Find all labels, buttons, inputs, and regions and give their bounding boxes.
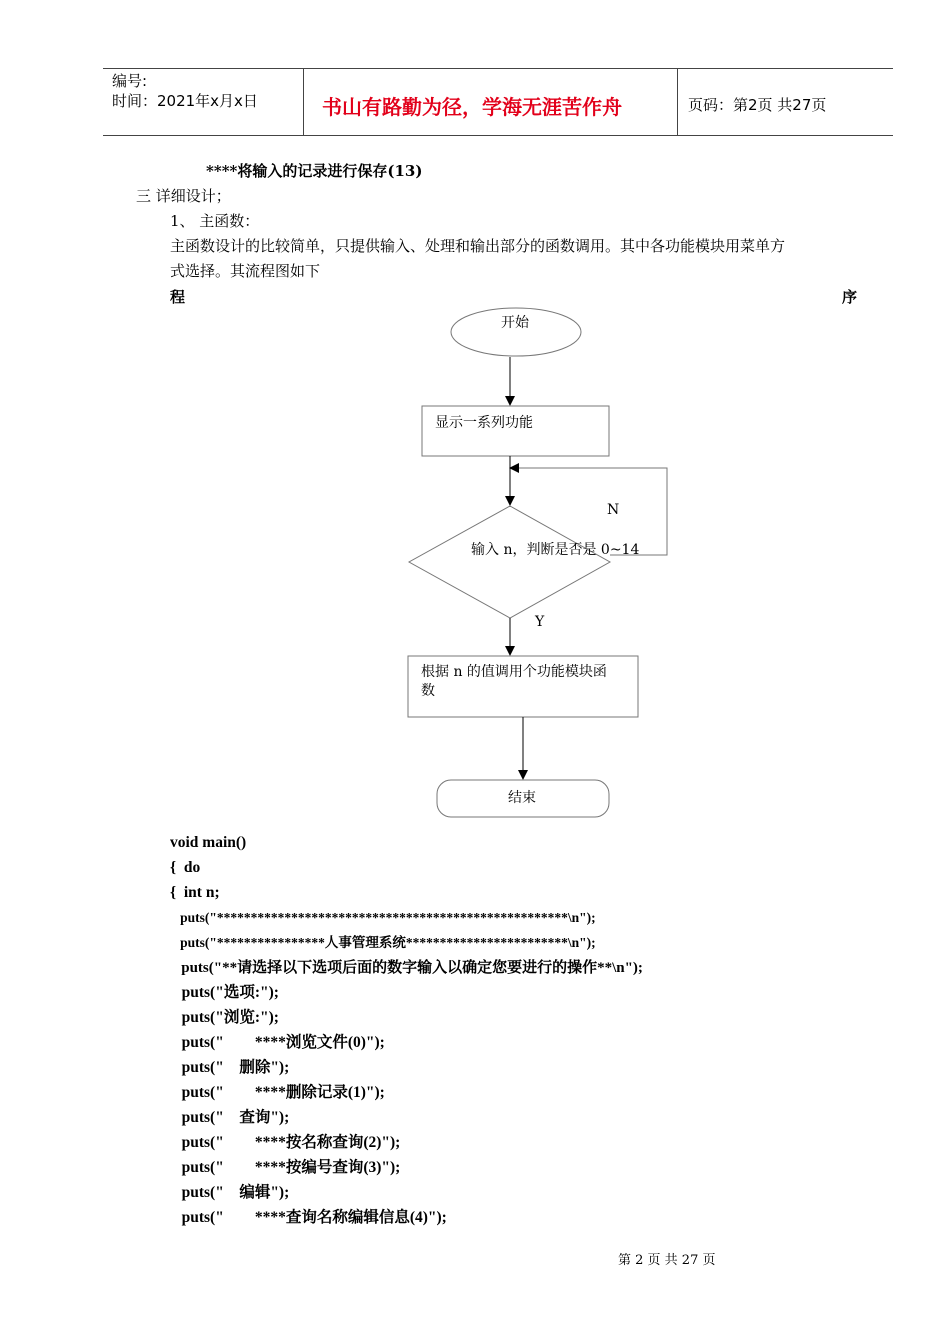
document-number-label: 编号: (112, 72, 148, 90)
code-line: puts(" 删除"); (170, 1059, 290, 1076)
page-footer: 第 2 页 共 27 页 (618, 1253, 716, 1268)
flowchart-decision-label: 输入 n，判断是否是 0~14 (471, 542, 640, 558)
code-line: void main() (170, 834, 247, 851)
paragraph-line-2: 式选择。其流程图如下 (170, 262, 321, 280)
code-line: puts(" ****删除记录(1)"); (170, 1084, 385, 1101)
flowchart-display-label: 显示一系列功能 (435, 415, 533, 431)
header-page-info: 页码：第2页 共27页 (688, 96, 827, 114)
program-heading-left: 程 (170, 288, 186, 306)
document-date: 时间：2021年x月x日 (112, 92, 258, 110)
flowchart-yes-label: Y (535, 614, 545, 630)
flowchart-call-label-line1: 根据 n 的值调用个功能模块函 (421, 664, 607, 680)
paragraph-line-1: 主函数设计的比较简单，只提供输入、处理和输出部分的函数调用。其中各功能模块用菜单方 (170, 237, 786, 255)
item-save-records: ****将输入的记录进行保存(13) (206, 162, 423, 180)
code-line: puts("****************人事管理系统************************\n"); (170, 935, 596, 950)
code-line: puts("****************************************************\n"); (170, 910, 596, 925)
section-title: 三 详细设计； (136, 187, 231, 205)
code-line: puts(" ****按编号查询(3)"); (170, 1159, 401, 1176)
code-line: { int n; (170, 884, 220, 901)
code-line: puts(" 编辑"); (170, 1184, 290, 1201)
header-motto: 书山有路勤为径，学海无涯苦作舟 (322, 95, 622, 119)
flowchart-no-label: N (607, 502, 620, 518)
flowchart-start-label: 开始 (501, 315, 529, 331)
program-heading-right: 序 (842, 288, 858, 306)
flowchart-call-label-line2: 数 (421, 683, 435, 699)
flowchart-end-label: 结束 (508, 790, 536, 806)
code-line: puts("**请选择以下选项后面的数字输入以确定您要进行的操作**\n"); (170, 960, 643, 976)
subsection-title: 1、 主函数： (170, 212, 260, 230)
code-line: puts("选项:"); (170, 984, 279, 1001)
code-line: { do (170, 859, 201, 876)
code-line: puts(" ****查询名称编辑信息(4)"); (170, 1209, 447, 1226)
code-line: puts(" ****浏览文件(0)"); (170, 1034, 385, 1051)
code-line: puts("浏览:"); (170, 1009, 279, 1026)
flowchart-decision-node (409, 506, 610, 618)
code-line: puts(" 查询"); (170, 1109, 290, 1126)
code-line: puts(" ****按名称查询(2)"); (170, 1134, 401, 1151)
